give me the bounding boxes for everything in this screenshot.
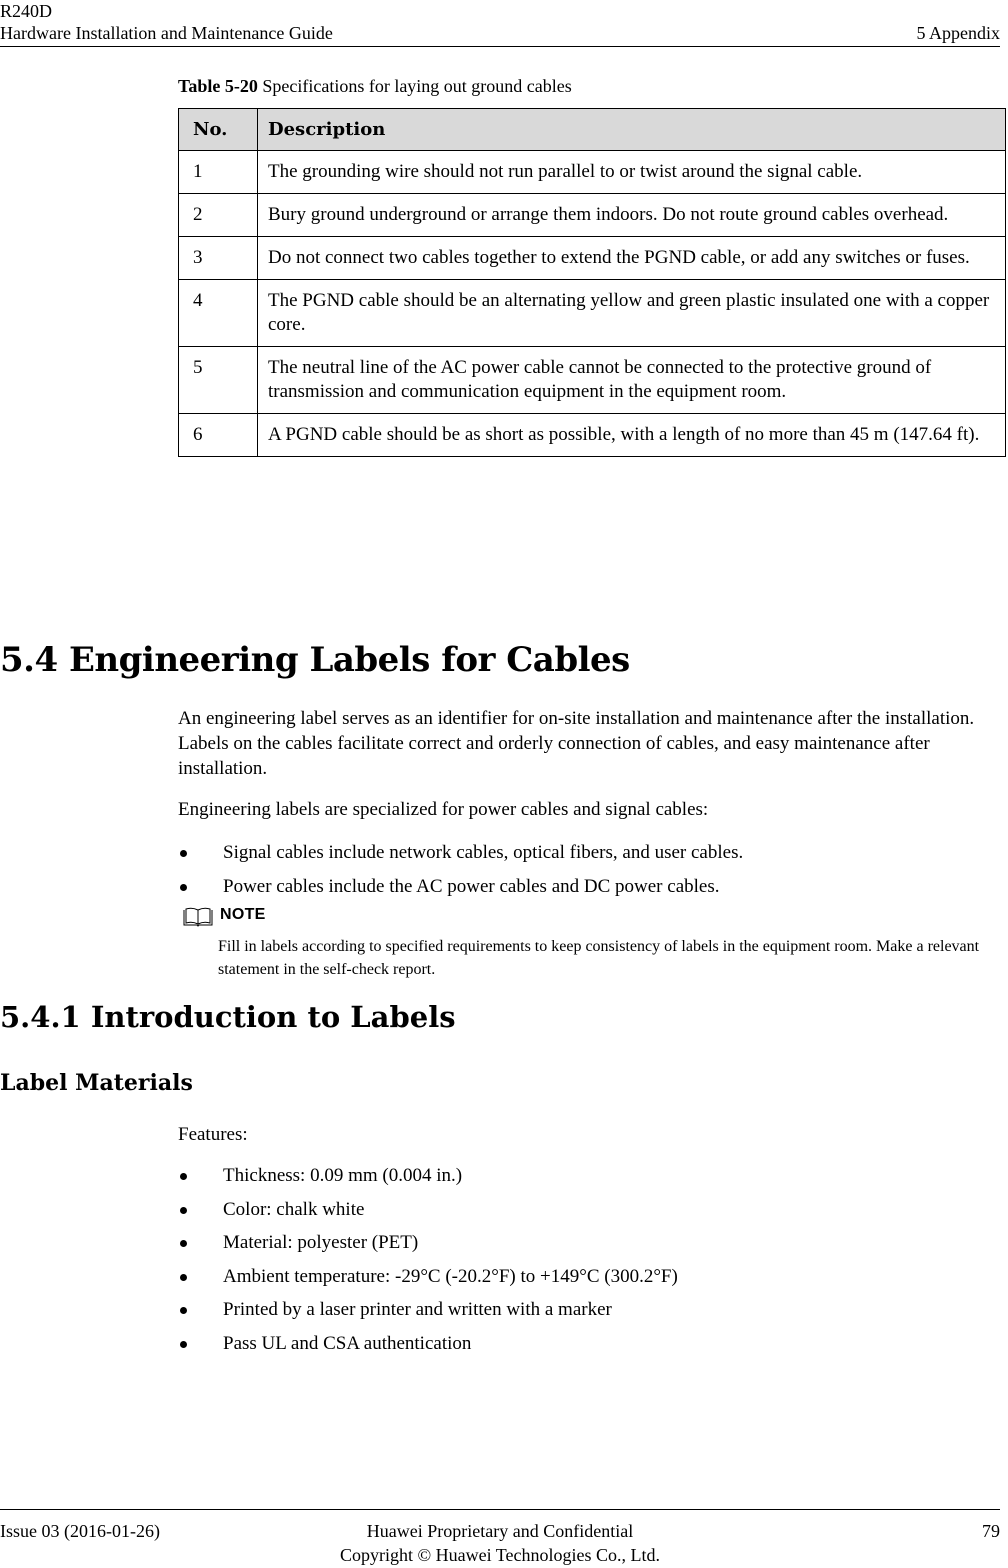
table-caption-text: Specifications for laying out ground cables xyxy=(262,76,572,96)
column-header-no: No. xyxy=(179,109,258,151)
bullet-icon xyxy=(180,1341,187,1348)
header-product: R240D xyxy=(0,1,53,21)
list-item-text: Pass UL and CSA authentication xyxy=(223,1332,472,1354)
footer-issue: Issue 03 (2016-01-26) xyxy=(0,1521,160,1541)
header-guide-title: Hardware Installation and Maintenance Guide xyxy=(0,23,333,43)
table-caption xyxy=(178,76,572,97)
row-description: Bury ground underground or arrange them indoors. Do not route ground cables overhead. xyxy=(258,194,1006,237)
row-no: 2 xyxy=(179,194,258,237)
table-row xyxy=(179,280,1006,347)
list-item-text: Signal cables include network cables, optical fibers, and user cables. xyxy=(223,842,744,863)
bullet-icon xyxy=(180,884,187,891)
table-header-row xyxy=(179,109,1006,151)
row-no: 6 xyxy=(179,414,258,457)
page-number: 79 xyxy=(982,1521,1000,1541)
bullet-icon xyxy=(180,1207,187,1214)
ground-cable-spec-table xyxy=(178,108,1006,457)
bullet-icon xyxy=(180,1173,187,1180)
page-header xyxy=(0,0,1000,47)
section-lead: Engineering labels are specialized for power cables and signal cables: xyxy=(178,799,709,820)
table-row xyxy=(179,414,1006,457)
list-item-text: Material: polyester (PET) xyxy=(223,1232,419,1253)
row-description: The PGND cable should be an alternating yellow and green plastic insulated one with a copper core. xyxy=(258,280,1006,347)
list-item-text: Thickness: 0.09 mm (0.004 in.) xyxy=(223,1165,463,1186)
footer-center xyxy=(0,1519,1000,1567)
list-item-text: Color: chalk white xyxy=(223,1198,365,1220)
table-row xyxy=(179,347,1006,414)
list-item-text: Printed by a laser printer and written with a marker xyxy=(223,1299,612,1320)
list-item-text: Power cables include the AC power cables and DC power cables. xyxy=(223,875,720,897)
footer-copyright: Copyright © Huawei Technologies Co., Ltd. xyxy=(339,1545,661,1565)
section-title: 5.4 Engineering Labels for Cables xyxy=(0,640,630,680)
row-description: Do not connect two cables together to extend the PGND cable, or add any switches or fuses. xyxy=(258,237,1006,280)
bullet-icon xyxy=(180,850,187,857)
section-intro: An engineering label serves as an identifier for on-site installation and maintenance after the installation. Labels on the cables facilitate correct and orderly connection of cables, and easy maintenance after installation. xyxy=(178,708,975,779)
features-label: Features: xyxy=(178,1124,248,1145)
book-icon xyxy=(183,907,213,932)
bullet-icon xyxy=(180,1240,187,1247)
subheading-label-materials: Label Materials xyxy=(0,1070,193,1096)
table-row xyxy=(179,151,1006,194)
note-label: NOTE xyxy=(220,906,266,923)
row-description: The grounding wire should not run parallel to or twist around the signal cable. xyxy=(258,151,1006,194)
subsection-title: 5.4.1 Introduction to Labels xyxy=(0,1000,456,1034)
bullet-icon xyxy=(180,1274,187,1281)
bullet-icon xyxy=(180,1307,187,1314)
row-no: 5 xyxy=(179,347,258,414)
page-footer xyxy=(0,1509,1000,1568)
row-no: 1 xyxy=(179,151,258,194)
table-row xyxy=(179,194,1006,237)
row-no: 4 xyxy=(179,280,258,347)
footer-confidential: Huawei Proprietary and Confidential xyxy=(366,1521,634,1541)
header-chapter: 5 Appendix xyxy=(916,23,1000,43)
table-caption-label: Table 5-20 xyxy=(178,76,258,96)
row-description: The neutral line of the AC power cable cannot be connected to the protective ground of transmission and communication equipment in the equipment room. xyxy=(258,347,1006,414)
column-header-description: Description xyxy=(258,109,1006,151)
list-item-text: Ambient temperature: -29°C (-20.2°F) to +149°C (300.2°F) xyxy=(223,1265,678,1287)
row-description: A PGND cable should be as short as possible, with a length of no more than 45 m (147.64 ft). xyxy=(258,414,1006,457)
note-text: Fill in labels according to specified requirements to keep consistency of labels in the equipment room. Make a relevant statement in the self-check report. xyxy=(218,938,980,978)
table-row xyxy=(179,237,1006,280)
row-no: 3 xyxy=(179,237,258,280)
